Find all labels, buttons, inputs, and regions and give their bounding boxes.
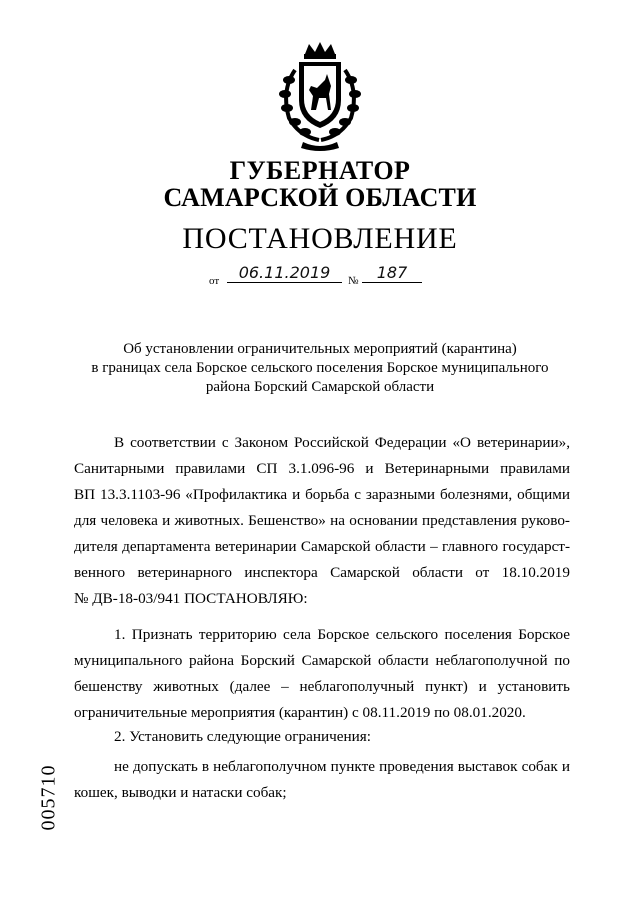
body-line: муниципального района Борский Самарской области неблагополучной по bbox=[74, 652, 570, 669]
body-line: ограничительные мероприятия (карантин) с 08.11.2019 по 08.01.2020. bbox=[74, 704, 526, 721]
body-line: 2. Установить следующие ограничения: bbox=[114, 728, 371, 745]
body-paragraph-restrictions bbox=[74, 754, 570, 806]
subject-line: в границах села Борское сельского поселения Борское муниципального bbox=[91, 360, 549, 376]
dateline bbox=[209, 263, 449, 290]
body-line: не допускать в неблагополучном пункте проведения выставок собак и bbox=[114, 758, 570, 775]
body-paragraph-item-1 bbox=[74, 622, 570, 726]
body-line: венного ветеринарного инспектора Самарской области от 18.10.2019 bbox=[74, 564, 570, 581]
body-line: кошек, выводки и натаски собак; bbox=[74, 784, 287, 801]
date-label: от bbox=[209, 275, 220, 287]
issuer-region: САМАРСКОЙ ОБЛАСТИ bbox=[163, 183, 477, 212]
body-paragraph-item-2 bbox=[74, 724, 570, 750]
number-label: № bbox=[348, 275, 359, 287]
body-line: ВП 13.3.1103-96 «Профилактика и борьба с заразными болезнями, общими bbox=[74, 486, 570, 503]
issuer-title: ГУБЕРНАТОР bbox=[229, 156, 411, 185]
subject-line: Об установлении ограничительных мероприятий (карантина) bbox=[123, 341, 517, 357]
registration-stamp-number bbox=[22, 764, 72, 831]
body-line: № ДВ-18-03/941 ПОСТАНОВЛЯЮ: bbox=[74, 590, 308, 607]
body-line: дителя департамента ветеринарии Самарской области – главного государст- bbox=[74, 538, 570, 555]
document-subject bbox=[60, 340, 580, 397]
document-number: 187 bbox=[362, 263, 422, 283]
body-line: для человека и животных. Бешенство» на основании представления руково- bbox=[74, 512, 570, 529]
body-line: Санитарными правилами СП 3.1.096-96 и Ветеринарными правилами bbox=[74, 460, 570, 477]
body-line: В соответствии с Законом Российской Федерации «О ветеринарии», bbox=[114, 434, 570, 451]
side-number: 005710 bbox=[37, 764, 60, 831]
document-date: 06.11.2019 bbox=[227, 263, 342, 283]
document-type: ПОСТАНОВЛЕНИЕ bbox=[182, 222, 458, 255]
subject-line: района Борский Самарской области bbox=[205, 379, 435, 395]
body-paragraph-preamble bbox=[74, 430, 570, 612]
body-line: 1. Признать территорию села Борское сельского поселения Борское bbox=[114, 626, 570, 643]
coat-of-arms-emblem bbox=[273, 40, 367, 152]
body-line: бешенству животных (далее – неблагополучный пункт) и установить bbox=[74, 678, 570, 695]
